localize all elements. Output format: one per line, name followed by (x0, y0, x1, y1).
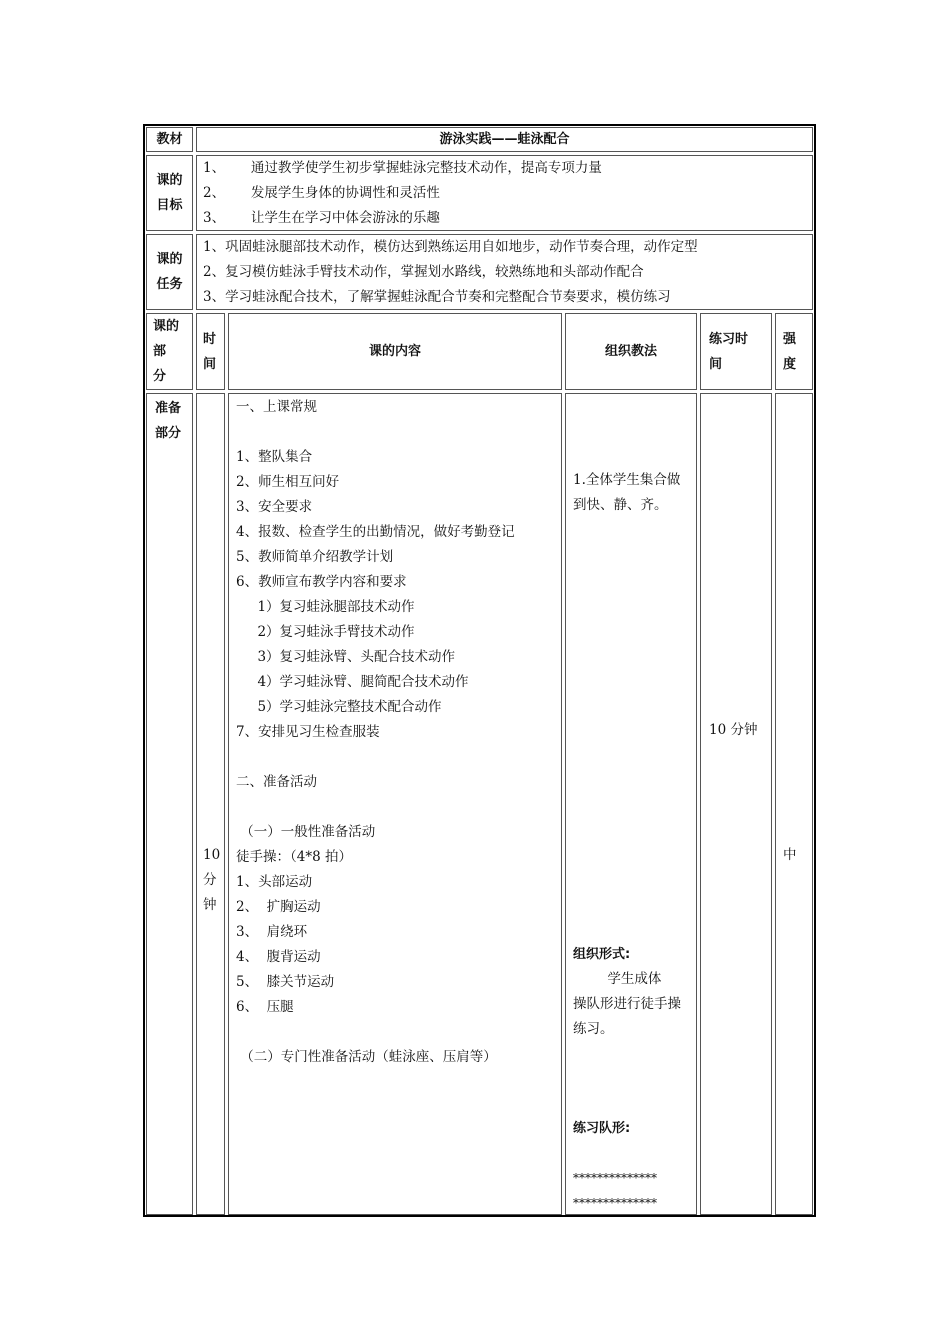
content-line: 4、 腹背运动 (236, 949, 321, 965)
method-assembly: 1.全体学生集合做 到快、静、齐。 (573, 472, 681, 513)
content-line: 3）复习蛙泳臂、头配合技术动作 (236, 649, 456, 665)
goal-item: 2、 发展学生身体的协调性和灵活性 (203, 185, 440, 201)
content-line (236, 795, 561, 820)
material-label: 教材 (146, 127, 193, 152)
prep-part-label: 准备 部分 (146, 393, 193, 1215)
col-header-intensity: 强 度 (775, 313, 813, 390)
content-line: 一、上课常规 (236, 399, 317, 415)
method-formation: 练习队形: (573, 1121, 631, 1136)
col-header-time: 时 间 (196, 313, 225, 390)
content-line: 2）复习蛙泳手臂技术动作 (236, 624, 415, 640)
content-line (236, 745, 561, 770)
content-line (236, 1020, 561, 1045)
tasks-label: 课的 任务 (146, 234, 193, 310)
goals-label: 课的 目标 (146, 155, 193, 231)
content-line: 1）复习蛙泳腿部技术动作 (236, 599, 415, 615)
content-line: 3、 肩绕环 (236, 924, 308, 940)
col-header-content: 课的内容 (228, 313, 562, 390)
goal-item: 3、 让学生在学习中体会游泳的乐趣 (203, 210, 440, 226)
material-value: 游泳实践——蛙泳配合 (196, 127, 813, 152)
content-line: 5、 膝关节运动 (236, 974, 335, 990)
goal-item: 1、 通过教学使学生初步掌握蛙泳完整技术动作，提高专项力量 (203, 160, 602, 176)
content-line: （二）专门性准备活动（蛙泳座、压肩等） (236, 1049, 497, 1065)
content-line (236, 420, 561, 445)
prep-time: 10 分 钟 (196, 393, 225, 1215)
method-form: 组织形式: 学生成体 操队形进行徒手操 练习。 (573, 947, 681, 1037)
content-line: 6、教师宣布教学内容和要求 (236, 574, 407, 590)
content-line: 4）学习蛙泳臂、腿简配合技术动作 (236, 674, 469, 690)
task-item: 2、复习模仿蛙泳手臂技术动作，掌握划水路线，较熟练地和头部动作配合 (203, 264, 644, 280)
col-header-part: 课的 部 分 (146, 313, 193, 390)
content-line: （一）一般性准备活动 (236, 824, 376, 840)
col-header-method: 组织教法 (565, 313, 697, 390)
prep-method (565, 393, 697, 1215)
task-item: 1、巩固蛙泳腿部技术动作，模仿达到熟练运用自如地步，动作节奏合理，动作定型 (203, 239, 698, 255)
content-line: 2、师生相互问好 (236, 474, 340, 490)
tasks-list (196, 234, 813, 310)
content-line: 6、 压腿 (236, 999, 294, 1015)
content-line: 5）学习蛙泳完整技术配合动作 (236, 699, 442, 715)
prep-content (228, 393, 562, 1215)
content-line: 7、安排见习生检查服装 (236, 724, 380, 740)
formation-rows: ************** ************** (573, 1171, 657, 1210)
content-line: 2、 扩胸运动 (236, 899, 321, 915)
goals-list (196, 155, 813, 231)
content-line: 5、教师简单介绍教学计划 (236, 549, 394, 565)
col-header-practice-time: 练习时 间 (700, 313, 772, 390)
task-item: 3、学习蛙泳配合技术，了解掌握蛙泳配合节奏和完整配合节奏要求，模仿练习 (203, 289, 671, 305)
content-line: 1、头部运动 (236, 874, 313, 890)
prep-intensity: 中 (775, 393, 813, 1215)
content-line: 徒手操：（4*8 拍） (236, 849, 352, 865)
content-line: 4、报数、检查学生的出勤情况，做好考勤登记 (236, 524, 515, 540)
prep-practice-time: 10 分钟 (700, 393, 772, 1215)
content-line: 二、准备活动 (236, 774, 317, 790)
content-line: 3、安全要求 (236, 499, 313, 515)
content-line: 1、整队集合 (236, 449, 313, 465)
prep-content-lines (236, 395, 561, 1070)
